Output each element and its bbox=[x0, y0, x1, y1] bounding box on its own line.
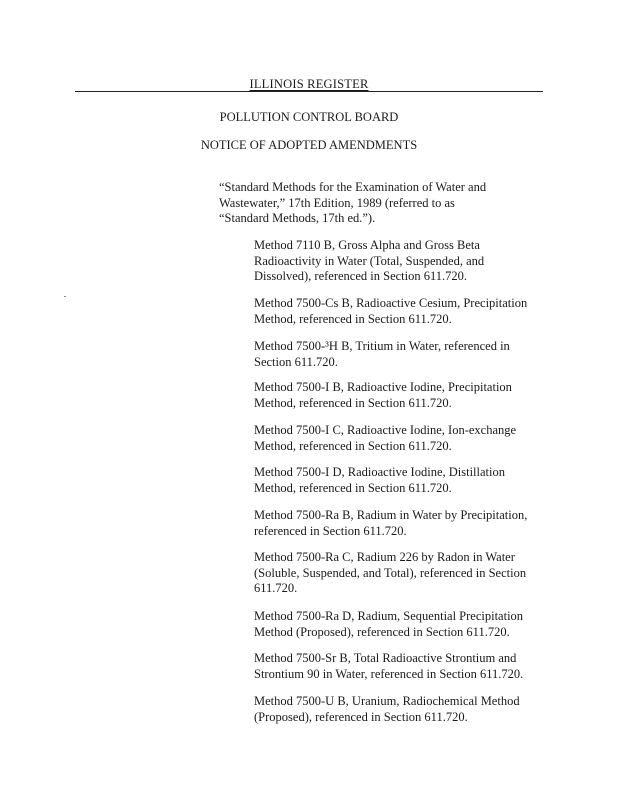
method-item: Method 7110 B, Gross Alpha and Gross Beta Radioactivity in Water (Total, Suspended, and Dissolved), referenced in Section 611.720. bbox=[254, 238, 485, 283]
method-item: Method 7500-Ra D, Radium, Sequential Precipitation Method (Proposed), referenced in Section 611.720. bbox=[254, 609, 524, 639]
method-item: Method 7500-³H B, Tritium in Water, referenced in Section 611.720. bbox=[254, 339, 510, 369]
board-name: POLLUTION CONTROL BOARD bbox=[219, 110, 399, 124]
register-title: ILLINOIS REGISTER bbox=[249, 77, 369, 91]
citation-paragraph: “Standard Methods for the Examination of Water and Wastewater,” 17th Edition, 1989 (referred to as “Standard Methods, 17th ed.”). bbox=[219, 180, 487, 225]
header-rule bbox=[75, 91, 543, 92]
notice-title: NOTICE OF ADOPTED AMENDMENTS bbox=[200, 138, 418, 152]
method-item: Method 7500-I C, Radioactive Iodine, Ion-exchange Method, referenced in Section 611.720. bbox=[254, 423, 517, 453]
method-item: Method 7500-I D, Radioactive Iodine, Distillation Method, referenced in Section 611.720. bbox=[254, 465, 505, 495]
method-item: Method 7500-I B, Radioactive Iodine, Precipitation Method, referenced in Section 611.720. bbox=[254, 380, 512, 410]
method-item: Method 7500-Ra C, Radium 226 by Radon in Water (Soluble, Suspended, and Total), referenced in Section 611.720. bbox=[254, 550, 527, 595]
method-item: Method 7500-U B, Uranium, Radiochemical Method (Proposed), referenced in Section 611.720. bbox=[254, 694, 520, 724]
scan-speck bbox=[64, 296, 66, 297]
method-item: Method 7500-Sr B, Total Radioactive Strontium and Strontium 90 in Water, referenced in Section 611.720. bbox=[254, 651, 524, 681]
method-item: Method 7500-Cs B, Radioactive Cesium, Precipitation Method, referenced in Section 611.720. bbox=[254, 296, 528, 326]
method-item: Method 7500-Ra B, Radium in Water by Precipitation, referenced in Section 611.720. bbox=[254, 508, 528, 538]
